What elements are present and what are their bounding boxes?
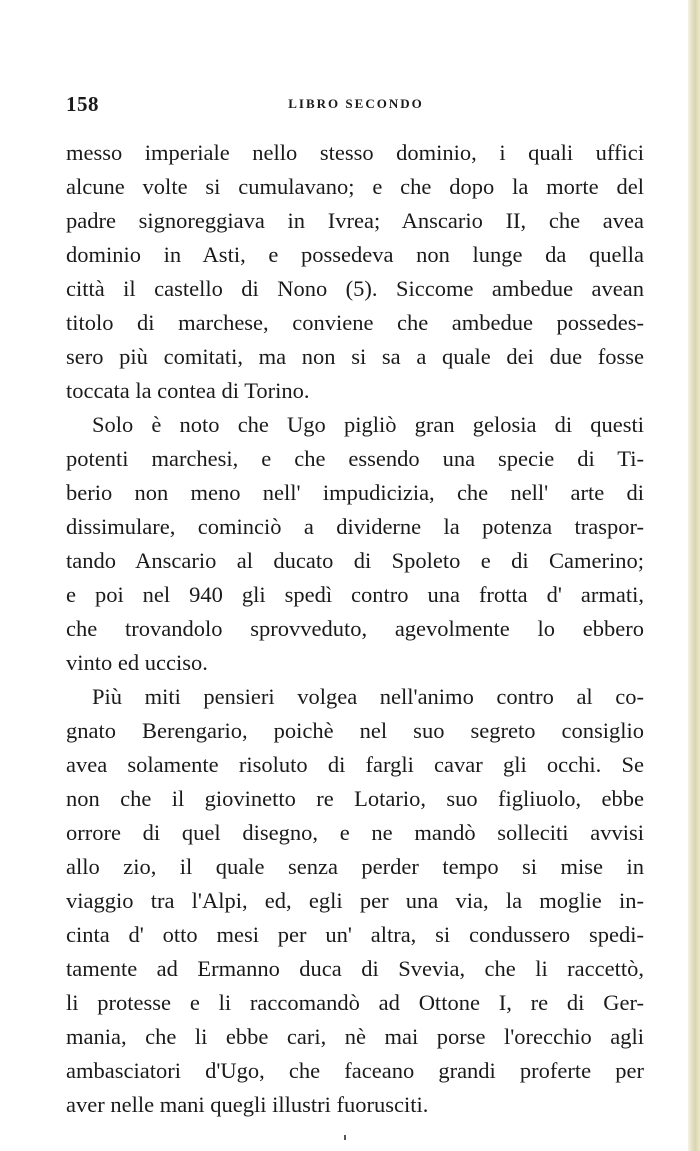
- page-number: 158: [66, 92, 99, 116]
- text-line: e poi nel 940 gli spedì contro una frotta d' armati,: [66, 582, 644, 607]
- text-line: cinta d' otto mesi per un' altra, si condussero spedi-: [66, 922, 644, 947]
- text-line: non che il giovinetto re Lotario, suo figliuolo, ebbe: [66, 786, 644, 811]
- text-line: vinto ed ucciso.: [66, 650, 208, 675]
- text-line: li protesse e li raccomandò ad Ottone I, re di Ger-: [66, 990, 644, 1015]
- text-line: toccata la contea di Torino.: [66, 378, 310, 403]
- text-line: Solo è noto che Ugo pigliò gran gelosia di questi: [92, 412, 644, 437]
- footer-mark: [344, 1135, 346, 1140]
- text-line: berio non meno nell' impudicizia, che nell' arte di: [66, 480, 644, 505]
- text-line: padre signoreggiava in Ivrea; Anscario II, che avea: [66, 208, 644, 233]
- text-line: titolo di marchese, conviene che ambedue possedes-: [66, 310, 644, 335]
- text-line: viaggio tra l'Alpi, ed, egli per una via, la moglie in-: [66, 888, 644, 913]
- text-line: tando Anscario al ducato di Spoleto e di Camerino;: [66, 548, 644, 573]
- running-head: LIBRO SECONDO: [288, 96, 424, 111]
- text-line: sero più comitati, ma non si sa a quale dei due fosse: [66, 344, 644, 369]
- text-line: Più miti pensieri volgea nell'animo contro al co-: [92, 684, 644, 709]
- text-line: potenti marchesi, e che essendo una specie di Ti-: [66, 446, 644, 471]
- text-line: tamente ad Ermanno duca di Svevia, che li raccettò,: [66, 956, 644, 981]
- text-line: avea solamente risoluto di fargli cavar gli occhi. Se: [66, 752, 644, 777]
- body-text: [66, 136, 644, 1122]
- page-header: [66, 92, 646, 116]
- text-line: ambasciatori d'Ugo, che faceano grandi proferte per: [66, 1058, 644, 1083]
- page-edge: [688, 0, 700, 1151]
- text-line: mania, che li ebbe cari, nè mai porse l'orecchio agli: [66, 1024, 644, 1049]
- text-line: aver nelle mani quegli illustri fuorusciti.: [66, 1092, 429, 1117]
- text-line: messo imperiale nello stesso dominio, i quali uffici: [66, 140, 644, 165]
- text-line: allo zio, il quale senza perder tempo si mise in: [66, 854, 644, 879]
- paragraph-3: [66, 680, 644, 1122]
- text-line: dissimulare, cominciò a dividerne la potenza traspor-: [66, 514, 644, 539]
- text-line: dominio in Asti, e possedeva non lunge da quella: [66, 242, 644, 267]
- paragraph-2: [66, 408, 644, 680]
- paragraph-1: [66, 136, 644, 408]
- text-line: alcune volte si cumulavano; e che dopo la morte del: [66, 174, 644, 199]
- text-line: città il castello di Nono (5). Siccome ambedue avean: [66, 276, 644, 301]
- text-line: che trovandolo sprovveduto, agevolmente lo ebbero: [66, 616, 644, 641]
- text-line: orrore di quel disegno, e ne mandò solleciti avvisi: [66, 820, 644, 845]
- text-line: gnato Berengario, poichè nel suo segreto consiglio: [66, 718, 644, 743]
